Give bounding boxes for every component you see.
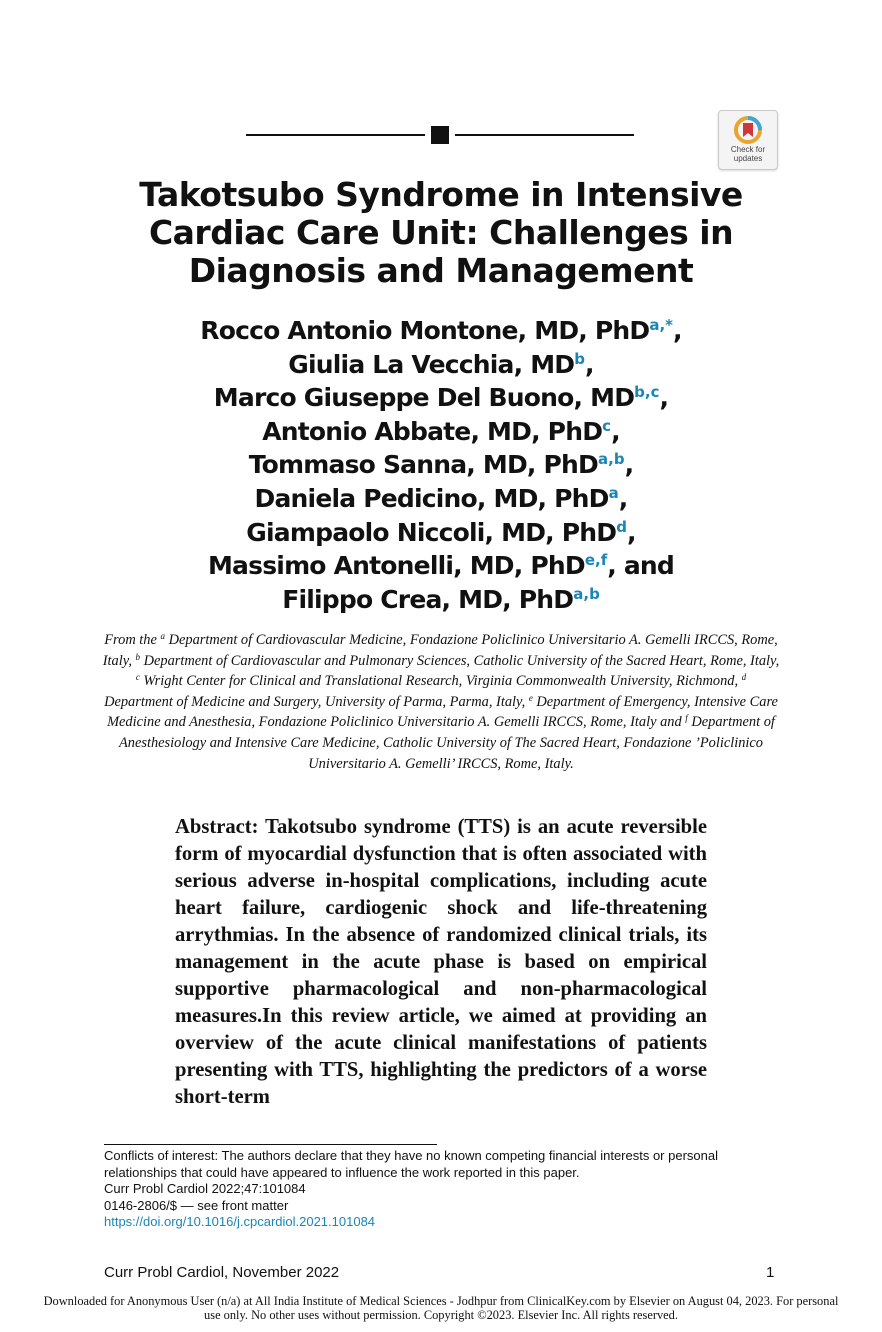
affiliations-intro: From the <box>104 632 161 648</box>
author-affiliation-marker[interactable]: c <box>602 416 612 435</box>
affiliations <box>100 630 782 774</box>
author-affiliation-marker[interactable]: a <box>608 483 619 502</box>
footer-journal: Curr Probl Cardiol, November 2022 <box>104 1264 340 1281</box>
author-name: Massimo Antonelli, MD, PhD <box>207 551 585 581</box>
author-line <box>100 348 782 382</box>
journal-citation: Curr Probl Cardiol 2022;47:101084 <box>104 1181 306 1197</box>
author-line <box>100 314 782 348</box>
author-affiliation-marker[interactable]: b,c <box>634 383 660 402</box>
affiliation-marker: f <box>685 713 688 724</box>
abstract <box>175 814 707 1111</box>
author-affiliation-marker[interactable]: a,b <box>598 450 625 469</box>
author-name: Rocco Antonio Montone, MD, PhD <box>200 316 650 345</box>
author-line <box>100 482 782 516</box>
check-for-updates-icon <box>733 115 763 145</box>
abstract-label: Abstract: <box>175 816 259 838</box>
affiliation-marker: c <box>135 672 140 683</box>
author-name: Giulia La Vecchia, MD <box>288 349 575 379</box>
author-name: Filippo Crea, MD, PhD <box>282 584 574 614</box>
issn-line: 0146-2806/$ — see front matter <box>104 1197 289 1213</box>
author-name: Daniela Pedicino, MD, PhD <box>254 483 609 513</box>
author-name: Tommaso Sanna, MD, PhD <box>248 450 599 480</box>
title-ornament <box>246 124 634 146</box>
ornament-right-line <box>455 134 634 136</box>
author-affiliation-marker[interactable]: a,b <box>573 584 600 603</box>
author-line <box>100 549 782 583</box>
author-affiliation-marker[interactable]: a,* <box>649 316 674 334</box>
author-line <box>100 415 782 449</box>
affiliation-marker: b <box>135 651 141 662</box>
abstract-text: Takotsubo syndrome (TTS) is an acute reversible form of myocardial dysfunction that is often associated with serious adverse in-hospital complications, including acute heart failure, cardiogenic shock and life-threatening arrythmias. In the absence of randomized clinical trials, its management in the acute phase is based on empirical supportive pharmacological and non-pharmacological measures.In this review article, we aimed at providing an overview of the acute clinical manifestations of patients presenting with TTS, highlighting the predictors of a worse short-term <box>175 816 707 1108</box>
author-separator: , <box>585 349 594 379</box>
author-line <box>100 516 782 550</box>
author-separator: , <box>659 383 669 413</box>
affiliation-text: Department of Cardiovascular and Pulmonary Sciences, Catholic University of the Sacred Heart, Rome, Italy, <box>140 652 780 669</box>
author-separator: , <box>673 316 682 345</box>
affiliation-marker: e <box>528 692 533 703</box>
author-name: Giampaolo Niccoli, MD, PhD <box>246 517 617 547</box>
affiliation-text: Wright Center for Clinical and Translational Research, Virginia Commonwealth University, Richmond, <box>139 673 742 690</box>
affiliation-marker: d <box>741 672 747 683</box>
author-list <box>100 314 782 616</box>
author-line <box>100 583 782 617</box>
author-affiliation-marker[interactable]: e,f <box>584 551 608 570</box>
author-affiliation-marker[interactable]: d <box>616 517 627 536</box>
download-notice: Downloaded for Anonymous User (n/a) at All India Institute of Medical Sciences - Jodhpur from ClinicalKey.com by Elsevier on August 04, 2023. For personal use only. No other uses without permission. Copyright ©2023. Elsevier Inc. All rights reserved. <box>43 1294 839 1322</box>
author-separator: , <box>618 483 628 513</box>
badge-label-line1: Check for <box>730 145 766 154</box>
author-name: Marco Giuseppe Del Buono, MD <box>213 383 635 413</box>
author-line <box>100 381 782 415</box>
affiliation-text: Department of Medicine and Surgery, University of Parma, Parma, Italy, <box>104 693 529 710</box>
affiliation-marker: a <box>160 631 165 641</box>
affiliation-text: Department of Emergency, Intensive Care Medicine and Anesthesia, Fondazione Policlinico Universitario A. Gemelli IRCCS, Rome, Italy and <box>107 693 778 731</box>
author-separator: , <box>611 416 620 446</box>
page-number: 1 <box>766 1264 775 1281</box>
check-for-updates-badge[interactable] <box>718 110 778 170</box>
author-line <box>100 448 782 482</box>
conflicts-of-interest: Conflicts of interest: The authors declare that they have no known competing financial interests or personal relationships that could have appeared to influence the work reported in this paper. <box>104 1148 718 1180</box>
ornament-square <box>431 126 449 144</box>
doi-link[interactable]: https://doi.org/10.1016/j.cpcardiol.2021.101084 <box>104 1214 376 1230</box>
author-separator: , <box>624 450 634 480</box>
footnote-divider <box>104 1144 437 1145</box>
badge-label-line2: updates <box>733 154 763 163</box>
article-title: Takotsubo Syndrome in Intensive Cardiac Care Unit: Challenges in Diagnosis and Management <box>139 175 743 290</box>
ornament-left-line <box>246 134 425 136</box>
affiliation-text: Department of Anesthesiology and Intensive Care Medicine, Catholic University of The Sacred Heart, Fondazione ’Policlinico Universitario A. Gemelli’ IRCCS, Rome, Italy. <box>119 714 775 772</box>
footnotes <box>104 1148 784 1231</box>
author-separator: , <box>627 517 636 547</box>
affiliation-text: Department of Cardiovascular Medicine, Fondazione Policlinico Universitario A. Gemelli IRCCS, Rome, Italy, <box>102 632 778 669</box>
author-affiliation-marker[interactable]: b <box>574 349 585 368</box>
author-separator: , and <box>607 551 675 581</box>
author-name: Antonio Abbate, MD, PhD <box>262 416 603 446</box>
